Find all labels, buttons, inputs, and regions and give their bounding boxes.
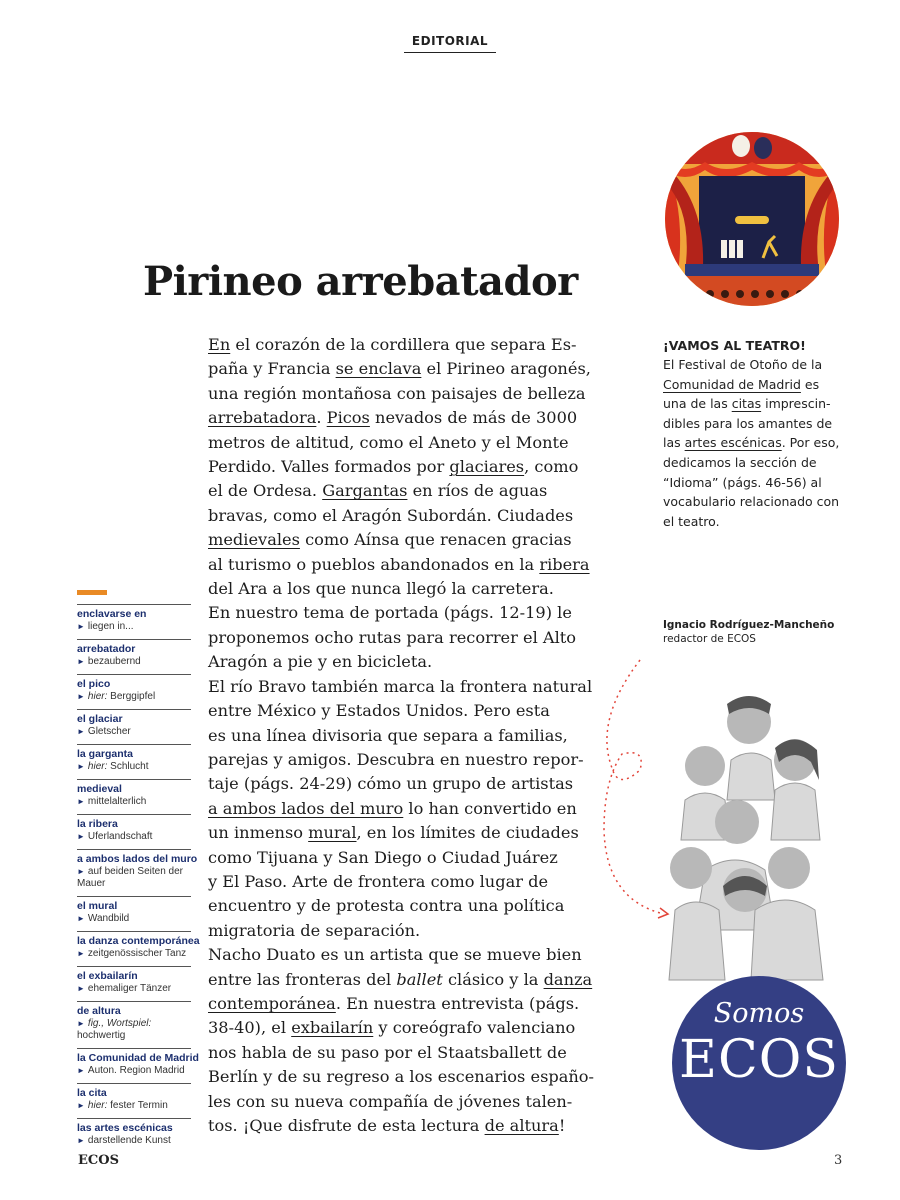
vocab-term: ribera	[539, 554, 590, 574]
arrow-icon: ►	[77, 1101, 85, 1110]
text-run: metros de altitud, como el Aneto y el Monte	[208, 432, 569, 452]
arrow-icon: ►	[77, 949, 85, 958]
glossary-term: a ambos lados del muro	[77, 853, 198, 865]
vocab-term: se enclava	[335, 359, 422, 379]
text-line	[208, 1114, 600, 1138]
text-run: el corazón de la cordillera que separa Es-	[230, 335, 577, 354]
glossary-item	[77, 639, 191, 674]
text-run: vocabulario relacionado con	[663, 494, 840, 510]
arrow-icon: ►	[77, 1136, 85, 1145]
text-line	[208, 992, 600, 1016]
vocab-term: artes escénicas	[684, 435, 782, 451]
text-run: imprescin-	[761, 396, 831, 412]
glossary-item	[77, 744, 191, 779]
text-run: lo han convertido en	[403, 798, 577, 818]
text-line	[208, 675, 600, 699]
text-run: proponemos ocho rutas para recorrer el Alto	[208, 627, 577, 647]
text-line	[208, 772, 600, 796]
glossary-definition	[77, 866, 191, 890]
glossary	[77, 590, 200, 1153]
glossary-item	[77, 1118, 191, 1153]
text-run: como Aínsa que renacen gracias	[299, 530, 572, 550]
glossary-item	[77, 1048, 199, 1083]
text-run: En nuestro tema de portada (págs. 12-19) le	[208, 603, 572, 623]
glossary-term: medieval	[77, 783, 122, 795]
glossary-term: la ribera	[77, 818, 118, 830]
text-line	[208, 1090, 600, 1114]
arrow-icon: ►	[77, 762, 85, 771]
text-run: Berlín y de su regreso a los escenarios españo-	[208, 1067, 595, 1087]
arrow-icon: ►	[77, 914, 85, 923]
text-run: taje (págs. 24-29) cómo un grupo de artistas	[208, 774, 574, 794]
glossary-definition	[77, 831, 191, 843]
text-run: , como	[524, 457, 579, 477]
text-run: nevados de más de 3000	[369, 408, 578, 428]
text-run: encuentro y de protesta contra una política	[208, 896, 565, 916]
text-run: y coreógrafo valenciano	[373, 1018, 576, 1038]
glossary-term: la Comunidad de Madrid	[77, 1052, 199, 1064]
glossary-translation: Auton. Region Madrid	[87, 1065, 185, 1076]
vocab-term: glaciares	[449, 457, 525, 477]
glossary-definition	[77, 691, 191, 703]
text-run: el Pirineo aragonés,	[421, 359, 591, 379]
text-run: “Idioma” (págs. 46-56) al	[663, 474, 822, 490]
text-run: Nacho Duato es un artista que se mueve bien	[208, 945, 582, 965]
vocab-term: de altura	[484, 1116, 559, 1135]
arrow-icon: ►	[77, 797, 85, 806]
text-run: entre las fronteras del	[208, 969, 397, 989]
text-line	[663, 394, 853, 414]
glossary-item	[77, 966, 191, 1001]
text-line	[663, 375, 853, 395]
text-line	[208, 504, 600, 528]
text-line	[208, 1065, 600, 1089]
text-line	[663, 414, 853, 434]
text-run: ballet	[396, 969, 443, 989]
glossary-item	[77, 604, 191, 639]
text-run: es una línea divisoria que separa a familias,	[208, 725, 568, 745]
vocab-term: mural	[308, 823, 357, 843]
author-credit	[663, 618, 834, 646]
glossary-definition	[77, 761, 191, 773]
text-line	[208, 528, 600, 552]
arrow-icon: ►	[77, 1066, 85, 1075]
arrow-icon: ►	[77, 984, 85, 993]
text-run: !	[558, 1116, 566, 1135]
text-line	[208, 699, 600, 723]
text-line	[208, 382, 600, 406]
text-line	[208, 406, 600, 430]
glossary-item	[77, 709, 191, 744]
text-run: el teatro.	[663, 513, 720, 529]
text-run: bravas, como el Aragón Subordán. Ciudades	[208, 505, 574, 525]
glossary-definition	[77, 1100, 191, 1112]
vocab-term: a ambos lados del muro	[208, 798, 404, 818]
text-run: un inmenso	[208, 823, 309, 843]
glossary-qualifier: hier:	[87, 691, 108, 702]
footer-brand: ECOS	[78, 1153, 119, 1168]
glossary-translation: bezaubernd	[87, 656, 141, 667]
author-name: Ignacio Rodríguez-Mancheño	[663, 619, 835, 631]
text-run: 38-40), el	[208, 1018, 292, 1038]
glossary-translation: ehemaliger Tänzer	[87, 983, 172, 994]
text-run: El Festival de Otoño de la	[663, 357, 823, 372]
team-photo-image	[665, 690, 840, 1000]
arrow-icon: ►	[77, 867, 85, 876]
text-run: las	[663, 435, 685, 451]
vocab-term: arrebatadora	[208, 408, 317, 428]
glossary-translation: Wandbild	[87, 913, 130, 924]
text-line	[208, 821, 600, 845]
arrow-icon: ►	[77, 657, 85, 666]
text-run: y El Paso. Arte de frontera como lugar de	[208, 871, 549, 891]
glossary-definition	[77, 983, 191, 995]
text-run: les con su nueva compañía de jóvenes talen-	[208, 1091, 573, 1111]
glossary-item	[77, 814, 191, 849]
text-line	[208, 357, 600, 381]
glossary-translation: Gletscher	[87, 726, 131, 737]
glossary-term: el glaciar	[77, 713, 123, 725]
glossary-term: la garganta	[77, 748, 134, 760]
text-line	[208, 455, 600, 479]
text-line	[208, 601, 600, 625]
text-run: paña y Francia	[208, 359, 336, 379]
glossary-definition	[77, 913, 191, 925]
glossary-accent-bar	[77, 590, 107, 595]
text-run: .	[316, 408, 327, 428]
text-run: entre México y Estados Unidos. Pero esta	[208, 701, 550, 721]
vocab-term: citas	[731, 396, 762, 412]
arrow-icon: ►	[77, 692, 85, 701]
text-line	[208, 968, 600, 992]
somos-ecos-badge	[672, 976, 846, 1150]
sidebar-box	[663, 337, 853, 531]
glossary-definition	[77, 1135, 191, 1147]
text-line	[663, 492, 853, 512]
glossary-translation: fester Termin	[107, 1100, 168, 1111]
arrow-icon: ►	[77, 1019, 85, 1028]
text-run: dibles para los amantes de	[663, 415, 833, 431]
glossary-qualifier: fig., Wortspiel:	[87, 1018, 152, 1029]
glossary-translation: mittelalterlich	[87, 796, 147, 807]
text-run: Aragón a pie y en bicicleta.	[208, 652, 433, 672]
sidebar-text	[663, 355, 853, 531]
glossary-term: arrebatador	[77, 643, 136, 655]
theatre-illustration	[665, 132, 839, 306]
team-photo	[665, 690, 840, 1000]
badge-small-text: Somos	[713, 998, 805, 1029]
text-line	[208, 650, 600, 674]
text-run: el de Ordesa.	[208, 481, 323, 501]
glossary-translation: hochwertig	[77, 1030, 126, 1041]
vocab-term: exbailarín	[291, 1018, 374, 1038]
glossary-translation: zeitgenössischer Tanz	[87, 948, 187, 959]
text-run: como Tijuana y San Diego o Ciudad Juárez	[208, 847, 558, 867]
glossary-item	[77, 674, 191, 709]
text-line	[208, 1041, 600, 1065]
glossary-item	[77, 896, 191, 931]
glossary-term: la danza contemporánea	[77, 935, 200, 947]
glossary-qualifier: hier:	[87, 1100, 108, 1111]
text-run: en ríos de aguas	[407, 481, 548, 501]
glossary-term: el pico	[77, 678, 111, 690]
glossary-translation: auf beiden Seiten der Mauer	[77, 866, 183, 889]
text-run: nos habla de su paso por el Staatsballett de	[208, 1042, 567, 1062]
glossary-item	[77, 779, 191, 814]
badge-big-text: ECOS	[679, 1030, 839, 1090]
glossary-term: las artes escénicas	[77, 1122, 173, 1134]
text-line	[208, 797, 600, 821]
theatre-stage-icon	[665, 132, 839, 306]
vocab-term: Picos	[326, 408, 370, 428]
glossary-definition	[77, 1065, 191, 1077]
glossary-item	[77, 849, 198, 896]
text-run: Perdido. Valles formados por	[208, 457, 450, 477]
glossary-definition	[77, 726, 191, 738]
glossary-term: el mural	[77, 900, 118, 912]
text-line	[208, 1016, 600, 1040]
text-run: . Por eso,	[781, 435, 840, 451]
glossary-definition	[77, 1018, 191, 1042]
text-line	[208, 479, 600, 503]
text-line	[208, 846, 600, 870]
text-line	[208, 431, 600, 455]
text-run: tos. ¡Que disfrute de esta lectura	[208, 1116, 485, 1135]
text-run: una de las	[663, 396, 732, 412]
glossary-translation: Berggipfel	[107, 691, 156, 702]
glossary-translation: darstellende Kunst	[87, 1135, 171, 1146]
vocab-term: En	[208, 335, 231, 354]
section-label: EDITORIAL	[0, 34, 900, 53]
text-line	[663, 355, 853, 375]
text-line	[208, 626, 600, 650]
text-line	[208, 943, 600, 967]
text-line	[663, 512, 853, 532]
glossary-item	[77, 1083, 191, 1118]
glossary-translation: liegen in...	[87, 621, 134, 632]
text-run: parejas y amigos. Descubra en nuestro repor-	[208, 749, 584, 769]
text-line	[208, 748, 600, 772]
vocab-term: danza	[543, 969, 593, 989]
page-title: Pirineo arrebatador	[143, 258, 578, 305]
glossary-term: de altura	[77, 1005, 121, 1017]
glossary-item	[77, 1001, 191, 1048]
arrow-icon: ►	[77, 727, 85, 736]
text-run: clásico y la	[442, 969, 544, 989]
page-number: 3	[834, 1153, 843, 1168]
text-line	[208, 919, 600, 943]
glossary-term: enclavarse en	[77, 608, 147, 620]
text-line	[208, 724, 600, 748]
sidebar-heading: ¡VAMOS AL TEATRO!	[663, 338, 806, 353]
glossary-qualifier: hier:	[87, 761, 108, 772]
author-role: redactor de ECOS	[663, 633, 756, 645]
vocab-term: contemporánea	[208, 993, 336, 1013]
text-run: , en los límites de ciudades	[356, 823, 579, 843]
glossary-definition	[77, 796, 191, 808]
text-line	[208, 870, 600, 894]
glossary-definition	[77, 621, 191, 633]
glossary-item	[77, 931, 200, 966]
vocab-term: Gargantas	[322, 481, 408, 501]
text-run: El río Bravo también marca la frontera natural	[208, 676, 593, 696]
vocab-term: medievales	[208, 530, 300, 550]
text-line	[208, 553, 600, 577]
text-run: al turismo o pueblos abandonados en la	[208, 554, 540, 574]
editorial-body	[208, 333, 600, 1138]
text-run: del Ara a los que nunca llegó la carretera.	[208, 579, 554, 599]
vocab-term: Comunidad de Madrid	[663, 376, 801, 392]
glossary-translation: Uferlandschaft	[87, 831, 153, 842]
text-line	[663, 453, 853, 473]
text-line	[208, 577, 600, 601]
text-line	[208, 894, 600, 918]
text-run: dedicamos la sección de	[663, 454, 817, 470]
text-line	[663, 473, 853, 493]
text-line	[663, 433, 853, 453]
text-run: una región montañosa con paisajes de belleza	[208, 383, 586, 403]
text-run: migratoria de separación.	[208, 920, 421, 940]
arrow-icon: ►	[77, 622, 85, 631]
glossary-term: la cita	[77, 1087, 107, 1099]
arrow-icon: ►	[77, 832, 85, 841]
text-run: es	[800, 376, 820, 392]
text-run: . En nuestra entrevista (págs.	[335, 993, 580, 1013]
text-line	[208, 333, 600, 357]
glossary-translation: Schlucht	[107, 761, 149, 772]
glossary-definition	[77, 656, 191, 668]
glossary-definition	[77, 948, 191, 960]
glossary-term: el exbailarín	[77, 970, 138, 982]
